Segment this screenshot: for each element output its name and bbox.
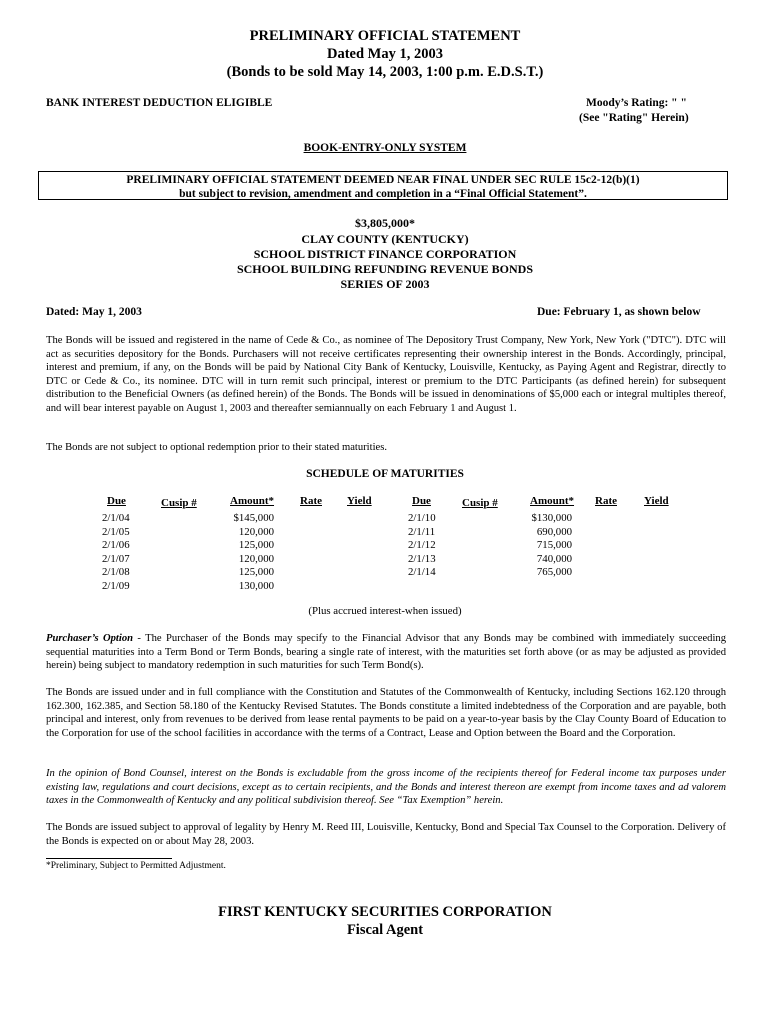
maturity-amount-column-left bbox=[220, 512, 274, 593]
sec-rule-notice-line1: PRELIMINARY OFFICIAL STATEMENT DEEMED NEAR FINAL UNDER SEC RULE 15c2-12(b)(1) bbox=[126, 174, 640, 186]
maturity-due: 2/1/10 bbox=[408, 512, 436, 524]
registration-paragraph: The Bonds will be issued and registered in the name of Cede & Co., as nominee of The Depository Trust Company, New York, New York ("DTC"). DTC will act as securities depository for the Bonds. Purchasers will not receive certificates representing their ownership interest in the Bonds. Accordingly, principal, interest and premium, if any, on the Bonds will be paid by National City Bank of Kentucky, Louisville, Kentucky, as Paying Agent and Registrar, directly to DTC or Cede & Co., its nominee. DTC will in turn remit such principal, interest or premium to the DTC Participants (as defined herein) for subsequent distribution to the Beneficial Owners (as defined herein) of the Bonds. The Bonds will be issued in denominations of $5,000 each or integral multiples thereof, and will bear interest payable on August 1, 2003 and thereafter semiannually on each February 1 and August 1. bbox=[46, 335, 726, 414]
maturity-amount: 715,000 bbox=[536, 539, 572, 551]
issuer-corporation: SCHOOL DISTRICT FINANCE CORPORATION bbox=[253, 247, 517, 261]
maturity-due: 2/1/05 bbox=[102, 525, 130, 538]
col-amount-left: Amount* bbox=[230, 495, 275, 507]
maturity-due: 2/1/07 bbox=[102, 552, 130, 565]
col-cusip-left: Cusip # bbox=[161, 497, 197, 509]
maturity-due: 2/1/06 bbox=[102, 539, 130, 551]
maturity-due: 2/1/09 bbox=[102, 579, 130, 592]
maturity-amount: 690,000 bbox=[536, 525, 572, 538]
moodys-rating: Moody’s Rating: " " bbox=[586, 97, 687, 109]
maturity-amount: 120,000 bbox=[238, 552, 274, 565]
accrued-interest-note: (Plus accrued interest-when issued) bbox=[308, 605, 462, 617]
maturity-amount: 130,000 bbox=[238, 579, 274, 592]
due-line: Due: February 1, as shown below bbox=[537, 306, 701, 318]
col-rate-left: Rate bbox=[300, 495, 322, 507]
maturity-amount: 120,000 bbox=[238, 525, 274, 538]
issuer-county: CLAY COUNTY (KENTUCKY) bbox=[301, 232, 469, 246]
maturity-due: 2/1/14 bbox=[408, 566, 436, 578]
maturity-due-column-left bbox=[102, 512, 130, 593]
maturity-due: 2/1/12 bbox=[408, 539, 436, 551]
redemption-paragraph: The Bonds are not subject to optional redemption prior to their stated maturities. bbox=[46, 442, 387, 453]
statement-title: PRELIMINARY OFFICIAL STATEMENT bbox=[249, 28, 521, 44]
maturity-due: 2/1/11 bbox=[408, 525, 436, 538]
fiscal-agent-name: FIRST KENTUCKY SECURITIES CORPORATION bbox=[218, 904, 552, 920]
maturity-amount: 125,000 bbox=[238, 566, 274, 578]
footnote: *Preliminary, Subject to Permitted Adjustment. bbox=[46, 861, 226, 871]
schedule-title: SCHEDULE OF MATURITIES bbox=[306, 468, 464, 480]
maturity-due: 2/1/04 bbox=[102, 512, 130, 524]
bond-series: SERIES OF 2003 bbox=[340, 277, 430, 291]
bond-title: SCHOOL BUILDING REFUNDING REVENUE BONDS bbox=[236, 262, 534, 276]
bank-interest-note: BANK INTEREST DEDUCTION ELIGIBLE bbox=[46, 97, 273, 109]
maturity-amount: 740,000 bbox=[536, 552, 572, 565]
footnote-rule bbox=[46, 858, 172, 859]
purchaser-option-paragraph bbox=[46, 632, 726, 673]
purchaser-option-label: Purchaser’s Option bbox=[46, 633, 134, 644]
purchaser-option-text: - The Purchaser of the Bonds may specify to the Financial Advisor that any Bonds may be combined with immediately succeeding sequential maturities into a Term Bond or Term Bonds, bearing a single rate of interest, with the maturities set forth above (or as may be adjusted as provided herein) being subject to mandatory redemption in such maturities for such Term Bond(s). bbox=[46, 633, 726, 672]
sec-rule-notice-line2: but subject to revision, amendment and completion in a “Final Official Statement”. bbox=[179, 188, 587, 200]
issue-amount: $3,805,000* bbox=[355, 216, 415, 230]
col-cusip-right: Cusip # bbox=[462, 497, 498, 509]
dated-line: Dated: May 1, 2003 bbox=[46, 306, 142, 318]
legality-paragraph: The Bonds are issued subject to approval of legality by Henry M. Reed III, Louisville, Kentucky, Bond and Special Tax Counsel to the Corporation. Delivery of the Bonds is expected on or about May 28, 2003. bbox=[46, 822, 726, 847]
rating-reference: (See "Rating" Herein) bbox=[579, 112, 689, 124]
sale-date: (Bonds to be sold May 14, 2003, 1:00 p.m. E.D.S.T.) bbox=[226, 64, 544, 80]
col-due-right: Due bbox=[412, 495, 431, 507]
sec-rule-notice-box bbox=[38, 171, 728, 200]
maturity-amount-column-right bbox=[518, 512, 572, 580]
compliance-paragraph: The Bonds are issued under and in full compliance with the Constitution and Statutes of the Commonwealth of Kentucky, including Sections 162.120 through 162.300, 162.385, and Section 58.180 of the Kentucky Revised Statutes. The Bonds constitute a limited indebtedness of the Corporation and are payable, both principal and interest, only from revenues to be derived from lease rental payments to be paid on a year-to-year basis by the Clay County Board of Education to the Corporation for use of the school facilities in accordance with the terms of a Contract, Lease and Option between the Board and the Corporation. bbox=[46, 687, 726, 739]
maturity-amount: 125,000 bbox=[238, 539, 274, 551]
maturity-amount: $145,000 bbox=[233, 512, 274, 524]
maturity-amount: 765,000 bbox=[536, 566, 572, 578]
col-rate-right: Rate bbox=[595, 495, 617, 507]
maturity-due-column-right bbox=[408, 512, 436, 580]
book-entry-heading: BOOK-ENTRY-ONLY SYSTEM bbox=[303, 142, 467, 154]
tax-opinion-paragraph: In the opinion of Bond Counsel, interest on the Bonds is excludable from the gross income of the recipients thereof for Federal income tax purposes under existing law, regulations and court decisions, except as to certain recipients, and the Bonds and interest thereon are exempt from income taxes and ad valorem taxes in the Commonwealth of Kentucky and any political subdivision thereof. See “Tax Exemption” herein. bbox=[46, 768, 726, 807]
col-yield-left: Yield bbox=[347, 495, 372, 507]
statement-date: Dated May 1, 2003 bbox=[327, 46, 443, 62]
maturity-amount: $130,000 bbox=[531, 512, 572, 524]
col-due-left: Due bbox=[107, 495, 126, 507]
maturity-due: 2/1/13 bbox=[408, 552, 436, 565]
maturity-due: 2/1/08 bbox=[102, 566, 130, 578]
fiscal-agent-role: Fiscal Agent bbox=[346, 922, 424, 938]
col-yield-right: Yield bbox=[644, 495, 669, 507]
col-amount-right: Amount* bbox=[530, 495, 575, 507]
